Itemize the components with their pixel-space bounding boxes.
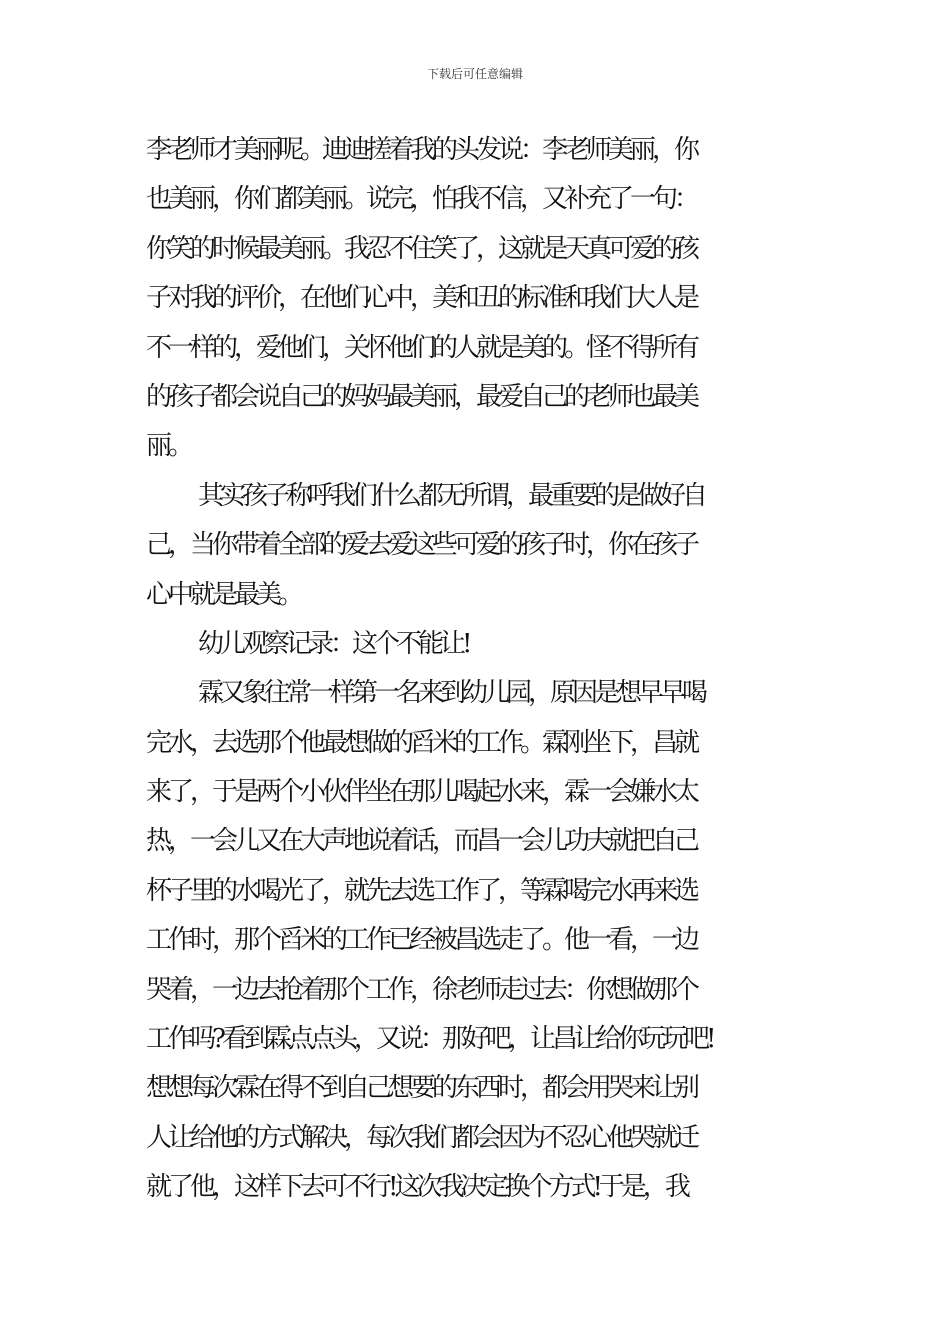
text-line: 热，一会儿又在大声地说着话，而昌一会儿功夫就把自己 <box>146 826 697 857</box>
document-body <box>146 126 816 1213</box>
text-line: 想想每次霖在得不到自己想要的东西时，都会用哭来让别 <box>146 1073 697 1104</box>
text-line: 工作吗?看到霖点点头，又说：那好吧，让昌让给你玩玩吧! <box>146 1024 713 1055</box>
text-line: 心中就是最美。 <box>146 579 301 610</box>
text-line: 也美丽，你们都美丽。说完，怕我不信，又补充了一句： <box>146 184 697 215</box>
text-line: 杯子里的水喝光了，就先去选工作了，等霖喝完水再来选 <box>146 875 697 906</box>
paragraph-start-line: 其实孩子称呼我们什么都无所谓，最重要的是做好自 <box>198 480 705 511</box>
text-line: 来了，于是两个小伙伴坐在那儿喝起水来，霖一会嫌水太 <box>146 777 697 808</box>
text-line: 的孩子都会说自己的妈妈最美丽，最爱自己的老师也最美 <box>146 381 697 412</box>
text-line: 你笑的时候最美丽。我忍不住笑了，这就是天真可爱的孩 <box>146 233 697 264</box>
text-line: 就了他，这样下去可不行!这次我决定换个方式!于是，我 <box>146 1172 687 1203</box>
text-line: 丽。 <box>146 431 191 462</box>
text-line: 子对我的评价，在他们心中，美和丑的标准和我们大人是 <box>146 283 697 314</box>
text-line: 工作时，那个舀米的工作已经被昌选走了。他一看，一边 <box>146 925 697 956</box>
page-header: 下载后可任意编辑 <box>426 67 523 81</box>
text-line: 李老师才美丽呢。迪迪搓着我的头发说：李老师美丽，你 <box>146 135 697 165</box>
paragraph-start-line: 霖又象往常一样第一名来到幼儿园，原因是想早早喝 <box>198 678 705 709</box>
section-heading: 幼儿观察记录：这个不能让! <box>198 628 469 659</box>
text-line: 人让给他的方式解决，每次我们都会因为不忍心他哭就迁 <box>146 1122 697 1153</box>
text-line: 不一样的，爱他们，关怀他们的人就是美的。怪不得所有 <box>146 332 697 363</box>
text-line: 己，当你带着全部的爱去爱这些可爱的孩子时，你在孩子 <box>146 530 697 561</box>
text-line: 哭着，一边去抢着那个工作，徐老师走过去：你想做那个 <box>146 974 697 1005</box>
text-line: 完水，去选那个他最想做的舀米的工作。霖刚坐下，昌就 <box>146 727 697 758</box>
